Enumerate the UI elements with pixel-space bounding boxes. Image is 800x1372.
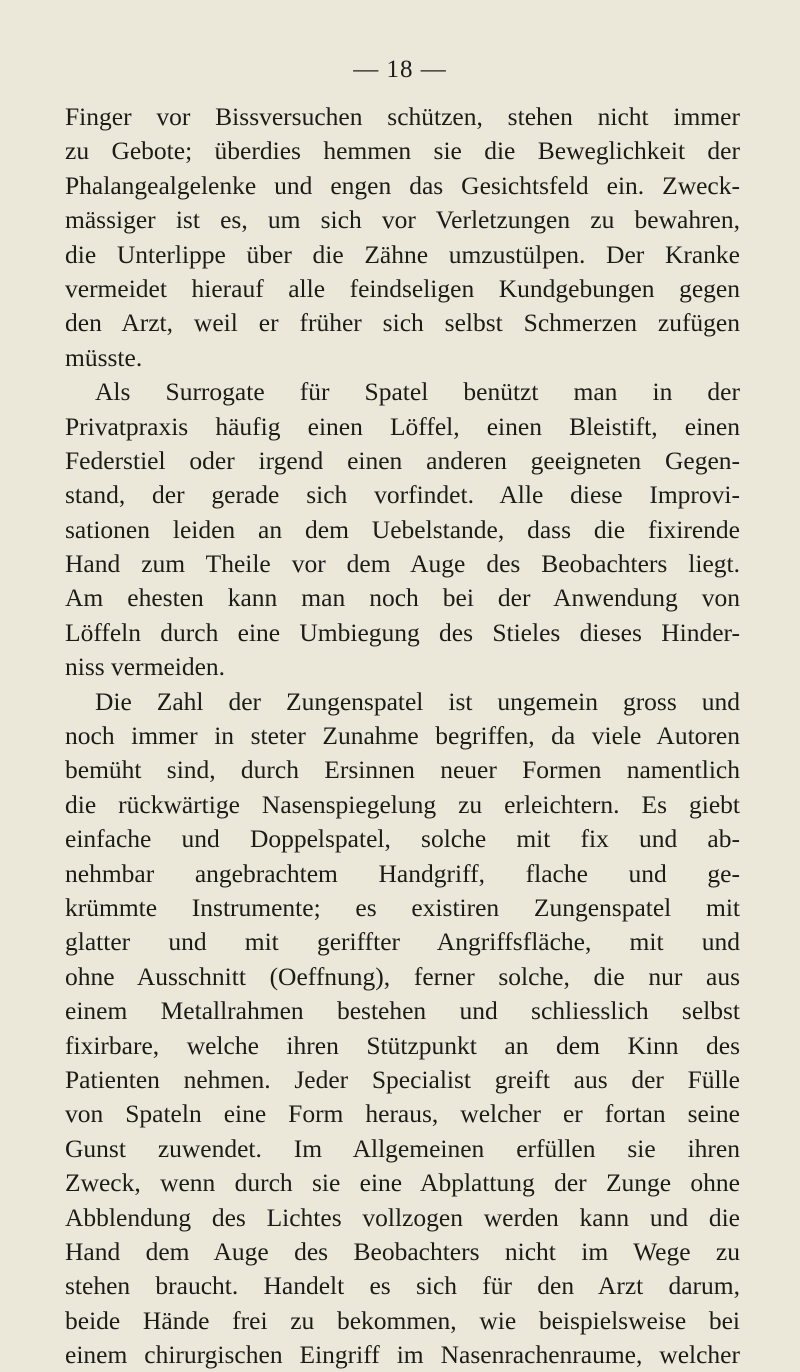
text-line: ohne Ausschnitt (Oeffnung), ferner solche, die nur aus: [65, 961, 740, 991]
text-line: Phalangealgelenke und engen das Gesichtsfeld ein. Zweck-: [65, 170, 740, 200]
text-line: Federstiel oder irgend einen anderen geeigneten Gegen-: [65, 445, 740, 475]
text-line: zu Gebote; überdies hemmen sie die Beweglichkeit der: [65, 136, 740, 166]
text-line: den Arzt, weil er früher sich selbst Schmerzen zufügen: [65, 308, 740, 338]
text-line: fixirbare, welche ihren Stützpunkt an dem Kinn des: [65, 1030, 740, 1060]
body-text: [65, 100, 740, 1372]
text-line: Abblendung des Lichtes vollzogen werden kann und die: [65, 1202, 740, 1232]
text-line: Hand dem Auge des Beobachters nicht im Wege zu: [65, 1236, 740, 1266]
text-line: Die Zahl der Zungenspatel ist ungemein gross und: [95, 686, 740, 716]
text-line: Löffeln durch eine Umbiegung des Stieles dieses Hinder-: [65, 617, 740, 647]
text-line: glatter und mit geriffter Angriffsfläche, mit und: [65, 927, 740, 957]
text-line: Patienten nehmen. Jeder Specialist greift aus der Fülle: [65, 1064, 740, 1094]
text-line: stehen braucht. Handelt es sich für den Arzt darum,: [65, 1271, 740, 1301]
text-line: Hand zum Theile vor dem Auge des Beobachters liegt.: [65, 549, 740, 579]
text-line: noch immer in steter Zunahme begriffen, da viele Autoren: [65, 721, 740, 751]
text-line: vermeidet hierauf alle feindseligen Kundgebungen gegen: [65, 273, 740, 303]
text-line: sationen leiden an dem Uebelstande, dass die fixirende: [65, 514, 740, 544]
text-line: Zweck, wenn durch sie eine Abplattung der Zunge ohne: [65, 1168, 740, 1198]
text-line: Als Surrogate für Spatel benützt man in der: [95, 377, 740, 407]
page-number: — 18 —: [353, 56, 447, 83]
text-line: krümmte Instrumente; es existiren Zungenspatel mit: [65, 892, 740, 922]
text-line: Privatpraxis häufig einen Löffel, einen Bleistift, einen: [65, 411, 740, 441]
text-line: bemüht sind, durch Ersinnen neuer Formen namentlich: [65, 755, 740, 785]
text-line: die rückwärtige Nasenspiegelung zu erleichtern. Es giebt: [65, 789, 740, 819]
text-line: einfache und Doppelspatel, solche mit fix und ab-: [65, 824, 740, 854]
text-line: niss vermeiden.: [65, 652, 226, 682]
text-line: nehmbar angebrachtem Handgriff, flache und ge-: [65, 858, 740, 888]
text-line: Finger vor Bissversuchen schützen, stehen nicht immer: [65, 102, 740, 131]
text-line: einem chirurgischen Eingriff im Nasenrachenraume, welcher: [65, 1340, 740, 1370]
text-line: von Spateln eine Form heraus, welcher er fortan seine: [65, 1099, 740, 1129]
text-line: mässiger ist es, um sich vor Verletzungen zu bewahren,: [65, 205, 740, 235]
text-line: die Unterlippe über die Zähne umzustülpen. Der Kranke: [65, 239, 740, 269]
text-line: einem Metallrahmen bestehen und schliesslich selbst: [65, 996, 740, 1026]
text-line: beide Hände frei zu bekommen, wie beispielsweise bei: [65, 1305, 740, 1335]
text-line: Gunst zuwendet. Im Allgemeinen erfüllen sie ihren: [65, 1133, 740, 1163]
text-line: Am ehesten kann man noch bei der Anwendung von: [65, 583, 740, 613]
text-line: müsste.: [65, 342, 143, 372]
text-line: stand, der gerade sich vorfindet. Alle diese Improvi-: [65, 480, 740, 510]
